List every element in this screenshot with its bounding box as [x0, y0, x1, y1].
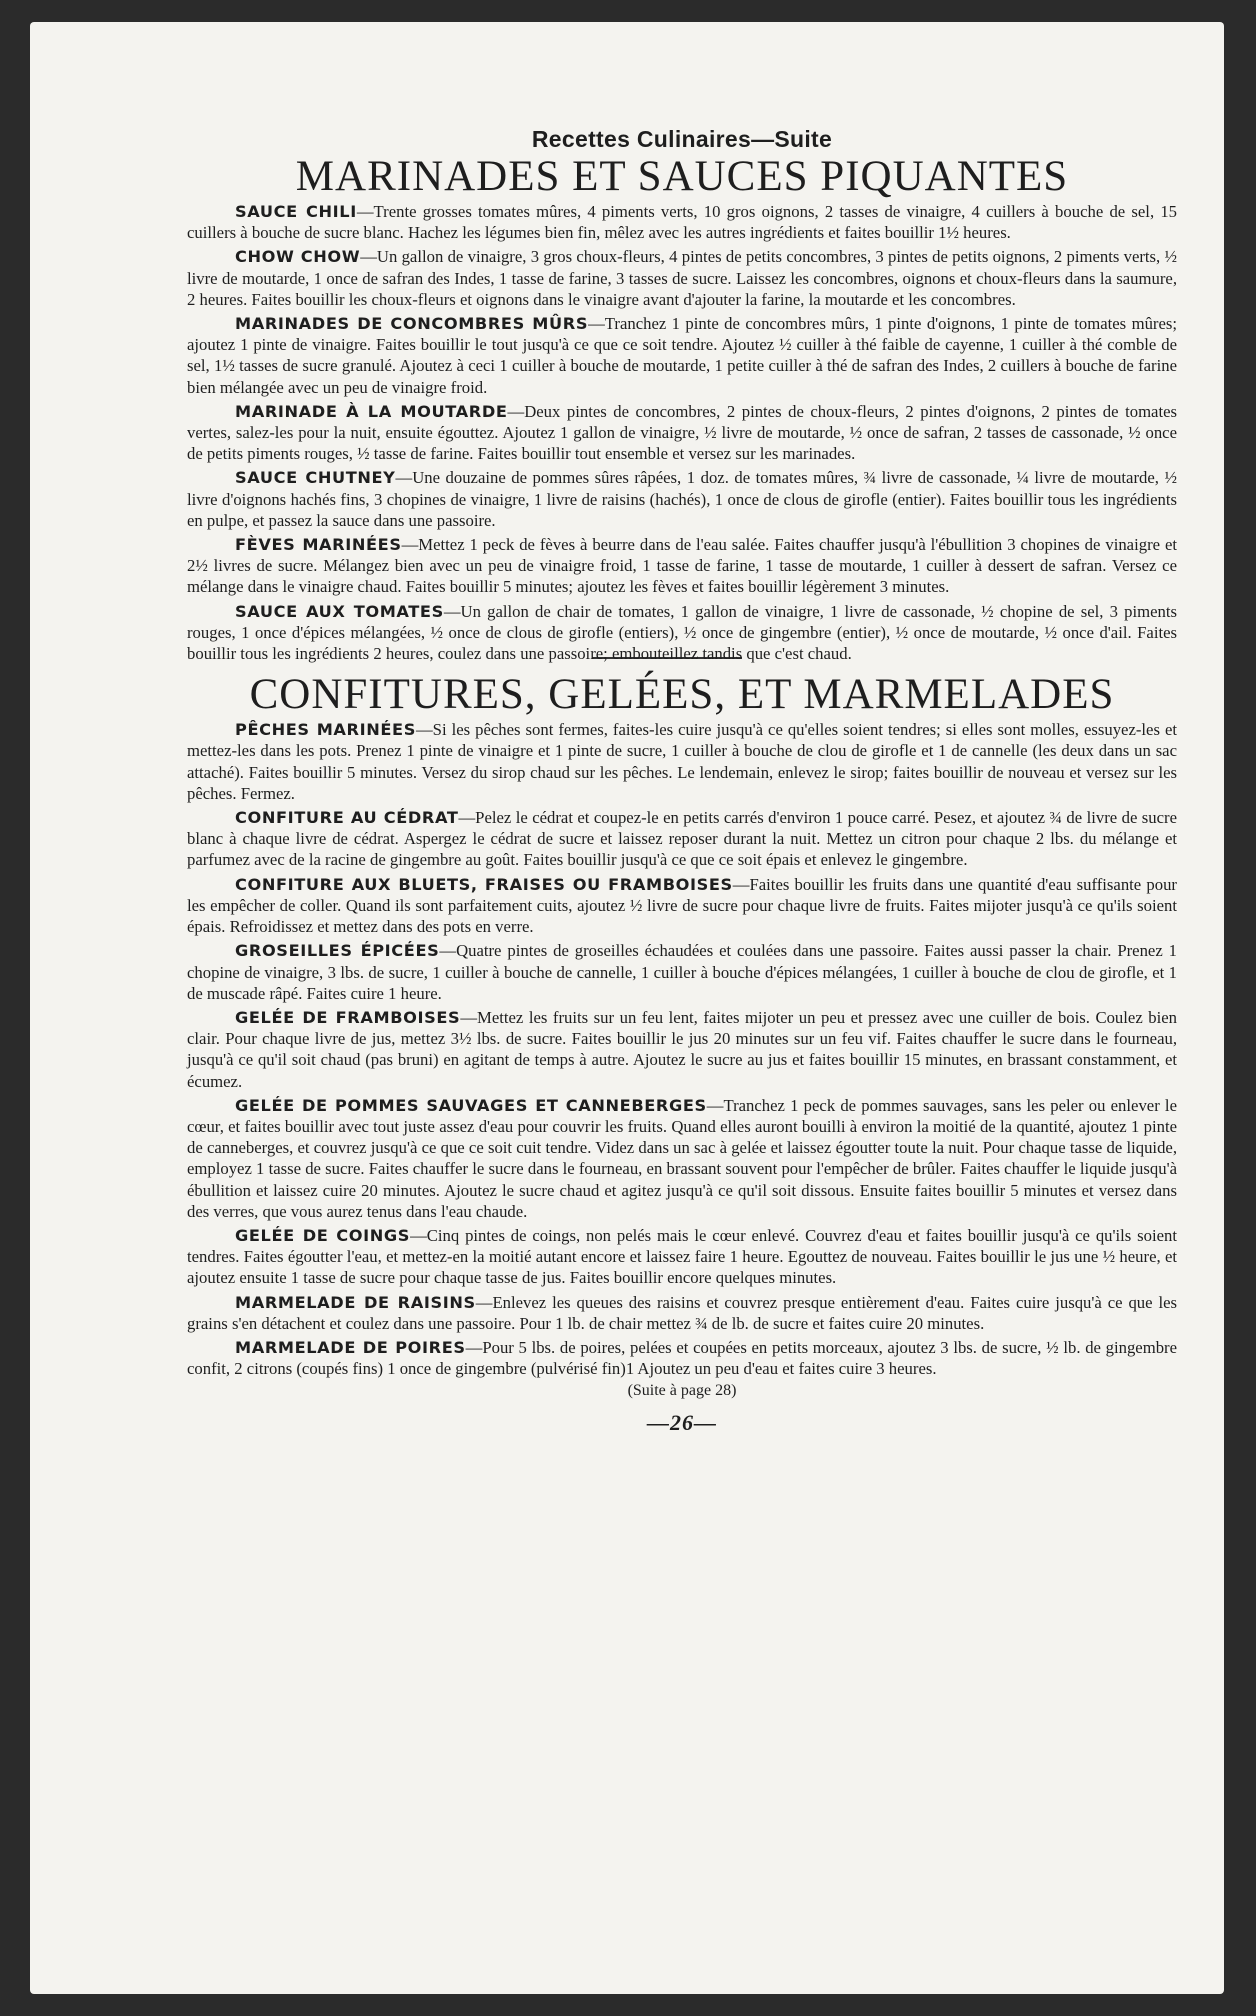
recipe-paragraph [187, 1225, 1177, 1289]
recipe-name: FÈVES MARINÉES [235, 535, 402, 555]
recipe-paragraph [187, 1095, 1177, 1222]
recipe-text: —Enlevez les queues des raisins et couvrez presque entièrement d'eau. Faites cuire jusqu'à ce que les grains s'en détachent et coulez dans une passoire. Pour 1 lb. de chair mettez ¾ de lb. de sucre et faites cuire 20 minutes. [187, 1292, 1177, 1333]
page-content [187, 126, 1177, 1436]
recipe-text: —Quatre pintes de groseilles échaudées et coulées dans une passoire. Faites aussi passer la chair. Prenez 1 chopine de vinaigre, 3 lbs. de sucre, 1 cuiller à bouche de cannelle, 1 cuiller à bouche d'épices mélangées, 1 cuiller à bouche de clou de girofle, et 1 de muscade râpé. Faites cuire 1 heure. [187, 941, 1177, 1003]
recipe-text: —Pelez le cédrat et coupez-le en petits carrés d'environ 1 pouce carré. Pesez, et ajoutez ¾ de livre de sucre blanc à chaque livre de cédrat. Aspergez le cédrat de sucre et laissez reposer durant la nuit. Mettez un citron pour chaque 2 lbs. du mélange et parfumez avec de la racine de gingembre au goût. Faites bouillir jusqu'à ce que ce soit épais et enlevez le gingembre. [187, 808, 1177, 870]
recipe-text: —Si les pêches sont fermes, faites-les cuire jusqu'à ce qu'elles soient tendres; si elles sont molles, essuyez-les et mettez-les dans les pots. Prenez 1 pinte de vinaigre et 1 pinte de sucre, 1 cuiller à bouche de clou de girofle et 1 de cannelle (les deux dans un sac attaché). Faites bouillir 5 minutes. Versez du sirop chaud sur les pêches. Le lendemain, enlevez le sirop; faites bouillir de nouveau et versez sur les pêches. Fermez. [187, 720, 1177, 803]
recipe-paragraph [187, 1292, 1177, 1334]
recipe-name: CONFITURE AUX BLUETS, FRAISES OU FRAMBOISES [235, 874, 733, 894]
recipe-name: GELÉE DE FRAMBOISES [235, 1007, 461, 1027]
recipe-text: —Cinq pintes de coings, non pelés mais le cœur enlevé. Couvrez d'eau et faites bouillir jusqu'à ce qu'ils soient tendres. Faites égoutter l'eau, et mettez-en la moitié autant encore et laissez faire 1 heure. Egouttez de nouveau. Faites bouillir le jus une ½ heure, et ajoutez ensuite 1 tasse de sucre pour chaque tasse de jus. Faites bouillir encore quelques minutes. [187, 1225, 1178, 1288]
recipe-name: CONFITURE AU CÉDRAT [235, 808, 459, 828]
recipe-paragraph [187, 1337, 1177, 1379]
recipe-paragraph [187, 940, 1177, 1004]
recipe-text: —Mettez les fruits sur un feu lent, faites mijoter un peu et pressez avec une cuiller de bois. Coulez bien clair. Pour chaque livre de jus, mettez 3½ lbs. de sucre. Faites bouillir le jus 20 minutes sur un feu vif. Faites chauffer le sucre dans le fourneau, jusqu'à ce qu'il soit chaud (pas bruni) en agitant de temps à autre. Ajoutez le sucre au jus et faites bouillir 15 minutes, en brassant constamment, et écumez. [187, 1007, 1177, 1091]
recipe-name: CHOW CHOW [235, 247, 361, 267]
recipe-paragraph [187, 874, 1177, 938]
recipe-name: MARINADES DE CONCOMBRES MÛRS [235, 314, 589, 334]
recipe-name: SAUCE AUX TOMATES [235, 601, 444, 621]
continued-note: (Suite à page 28) [627, 1382, 737, 1400]
recipe-name: GROSEILLES ÉPICÉES [235, 941, 440, 961]
recipe-text: —Trente grosses tomates mûres, 4 piments verts, 10 gros oignons, 2 tasses de vinaigre, 4 cuillers à bouche de sel, 15 cuillers à bouche de sucre blanc. Hachez les légumes bien fin, mêlez avec les autres ingrédients et faites bouillir 1½ heures. [187, 202, 1178, 243]
recipe-name: GELÉE DE POMMES SAUVAGES ET CANNEBERGES [235, 1095, 707, 1115]
recipe-text: —Un gallon de vinaigre, 3 gros choux-fleurs, 4 pintes de petits concombres, 3 pintes de petits oignons, 2 piments verts, ½ livre de moutarde, 1 once de safran des Indes, 1 tasse de farine, 3 tasses de sucre. Laissez les concombres, oignons et choux-fleurs dans la saumure, 2 heures. Faites bouillir les choux-fleurs et oignons dans le vinaigre avant d'ajouter la farine, la moutarde et les concombres. [187, 247, 1178, 309]
recipe-name: SAUCE CHUTNEY [235, 468, 396, 488]
recipe-paragraph [187, 246, 1177, 310]
recipe-paragraph [187, 401, 1177, 465]
recipe-name: SAUCE CHILI [235, 202, 357, 221]
recipe-name: PÊCHES MARINÉES [235, 720, 416, 740]
recipe-text: —Un gallon de chair de tomates, 1 gallon de vinaigre, 1 livre de cassonade, ½ chopine de sel, 3 piments rouges, 1 once d'épices mélangées, ½ once de clous de girofle (entiers), ½ once de gingembre (entier), ½ once de moutarde, ½ once d'ail. Faites bouillir tous les ingrédients 2 heures, coulez dans une passoire; embouteillez tandis que c'est chaud. [187, 601, 1177, 664]
confitures-section [187, 719, 1177, 1379]
recipe-paragraph [187, 313, 1177, 398]
recipe-name: MARINADE À LA MOUTARDE [235, 401, 508, 421]
recipe-text: —Deux pintes de concombres, 2 pintes de choux-fleurs, 2 pintes d'oignons, 2 pintes de tomates vertes, salez-les pour la nuit, ensuite égouttez. Ajoutez 1 gallon de vinaigre, ½ livre de moutarde, ½ once de safran, 2 tasses de cassonade, ½ once de petits piments rouges, ½ tasse de farine. Faites bouillir tout ensemble et versez sur les marinades. [187, 401, 1177, 464]
section-title-confitures: CONFITURES, GELÉES, ET MARMELADES [249, 671, 1115, 719]
section-title-marinades: MARINADES ET SAUCES PIQUANTES [295, 153, 1069, 200]
recipe-paragraph [187, 807, 1177, 871]
recipe-paragraph [187, 601, 1177, 665]
recipe-paragraph [187, 534, 1177, 598]
marinades-section [187, 201, 1177, 664]
recipe-text: —Tranchez 1 peck de pommes sauvages, sans les peler ou enlever le cœur, et faites bouillir avec tout juste assez d'eau pour couvrir les fruits. Quand elles auront bouilli à environ la moitié de la quantité, ajoutez 1 pinte de canneberges, et couvrez jusqu'à ce que ce soit cuit tendre. Videz dans un sac à gelée et laissez égoutter toute la nuit. Pour chaque tasse de liquide, employez 1 tasse de sucre. Faites chauffer le sucre dans le fourneau, en brassant souvent pour l'empêcher de brûler. Faites chauffer le liquide jusqu'à ébullition et laissez cuire 20 minutes. Ajoutez le sucre chaud et agitez jusqu'à ce qu'il soit dissous. Ensuite faites bouillir 5 minutes et versez dans des verres, que vous aurez tenus dans l'eau chaude. [187, 1095, 1177, 1221]
recipe-text: —Tranchez 1 pinte de concombres mûrs, 1 pinte d'oignons, 1 pinte de tomates mûres; ajoutez 1 pinte de vinaigre. Faites bouillir le tout jusqu'à ce que ce soit tendre. Ajoutez ½ cuiller à thé faible de cayenne, 1 cuiller à thé comble de sel, 1½ tasses de sucre granulé. Ajoutez à ceci 1 cuiller à bouche de moutarde, 1 petite cuiller à thé de safran des Indes, 2 cuillers à bouche de farine bien mélangée avec un peu de vinaigre froid. [187, 314, 1178, 397]
recipe-paragraph [187, 1007, 1177, 1092]
recipe-name: MARMELADE DE RAISINS [235, 1292, 476, 1312]
document-page [30, 22, 1224, 1994]
recipe-paragraph [187, 467, 1177, 531]
recipe-paragraph [187, 201, 1177, 243]
recipe-name: GELÉE DE COINGS [235, 1225, 411, 1245]
recipe-text: —Pour 5 lbs. de poires, pelées et coupées en petits morceaux, ajoutez 3 lbs. de sucre, ½ lb. de gingembre confit, 2 citrons (coupés fins) 1 once de gingembre (pulvérisé fin)1 Ajoutez un peu d'eau et faites cuire 3 heures. [187, 1337, 1177, 1379]
running-header: Recettes Culinaires—Suite [531, 126, 833, 152]
recipe-text: —Mettez 1 peck de fèves à beurre dans de l'eau salée. Faites chauffer jusqu'à l'ébullition 3 chopines de vinaigre et 2½ livres de sucre. Mélangez bien avec un peu de vinaigre froid, 1 tasse de farine, 1 tasse de moutarde, 1 cuiller à dessert de safran. Versez ce mélange dans le vinaigre chaud. Faites bouillir 5 minutes; ajoutez les fèves et faites bouillir légèrement 3 minutes. [187, 535, 1177, 597]
recipe-paragraph [187, 719, 1177, 804]
recipe-text: —Une douzaine de pommes sûres râpées, 1 doz. de tomates mûres, ¾ livre de cassonade, ¼ livre de moutarde, ½ livre d'oignons hachés fins, 3 chopines de vinaigre, 1 livre de raisins (hachés), 1 once de clous de girofle (entier). Faites bouillir tous les ingrédients en pulpe, et passez la sauce dans une passoire. [187, 468, 1177, 530]
page-number: —26— [647, 1410, 717, 1436]
recipe-text: —Faites bouillir les fruits dans une quantité d'eau suffisante pour les empêcher de coller. Quand ils sont parfaitement cuits, ajoutez ½ livre de sucre pour chaque livre de fruits. Faites mijoter jusqu'à ce qu'ils soient épais. Refroidissez et mettez dans des pots en verre. [187, 874, 1177, 937]
recipe-name: MARMELADE DE POIRES [235, 1337, 466, 1357]
